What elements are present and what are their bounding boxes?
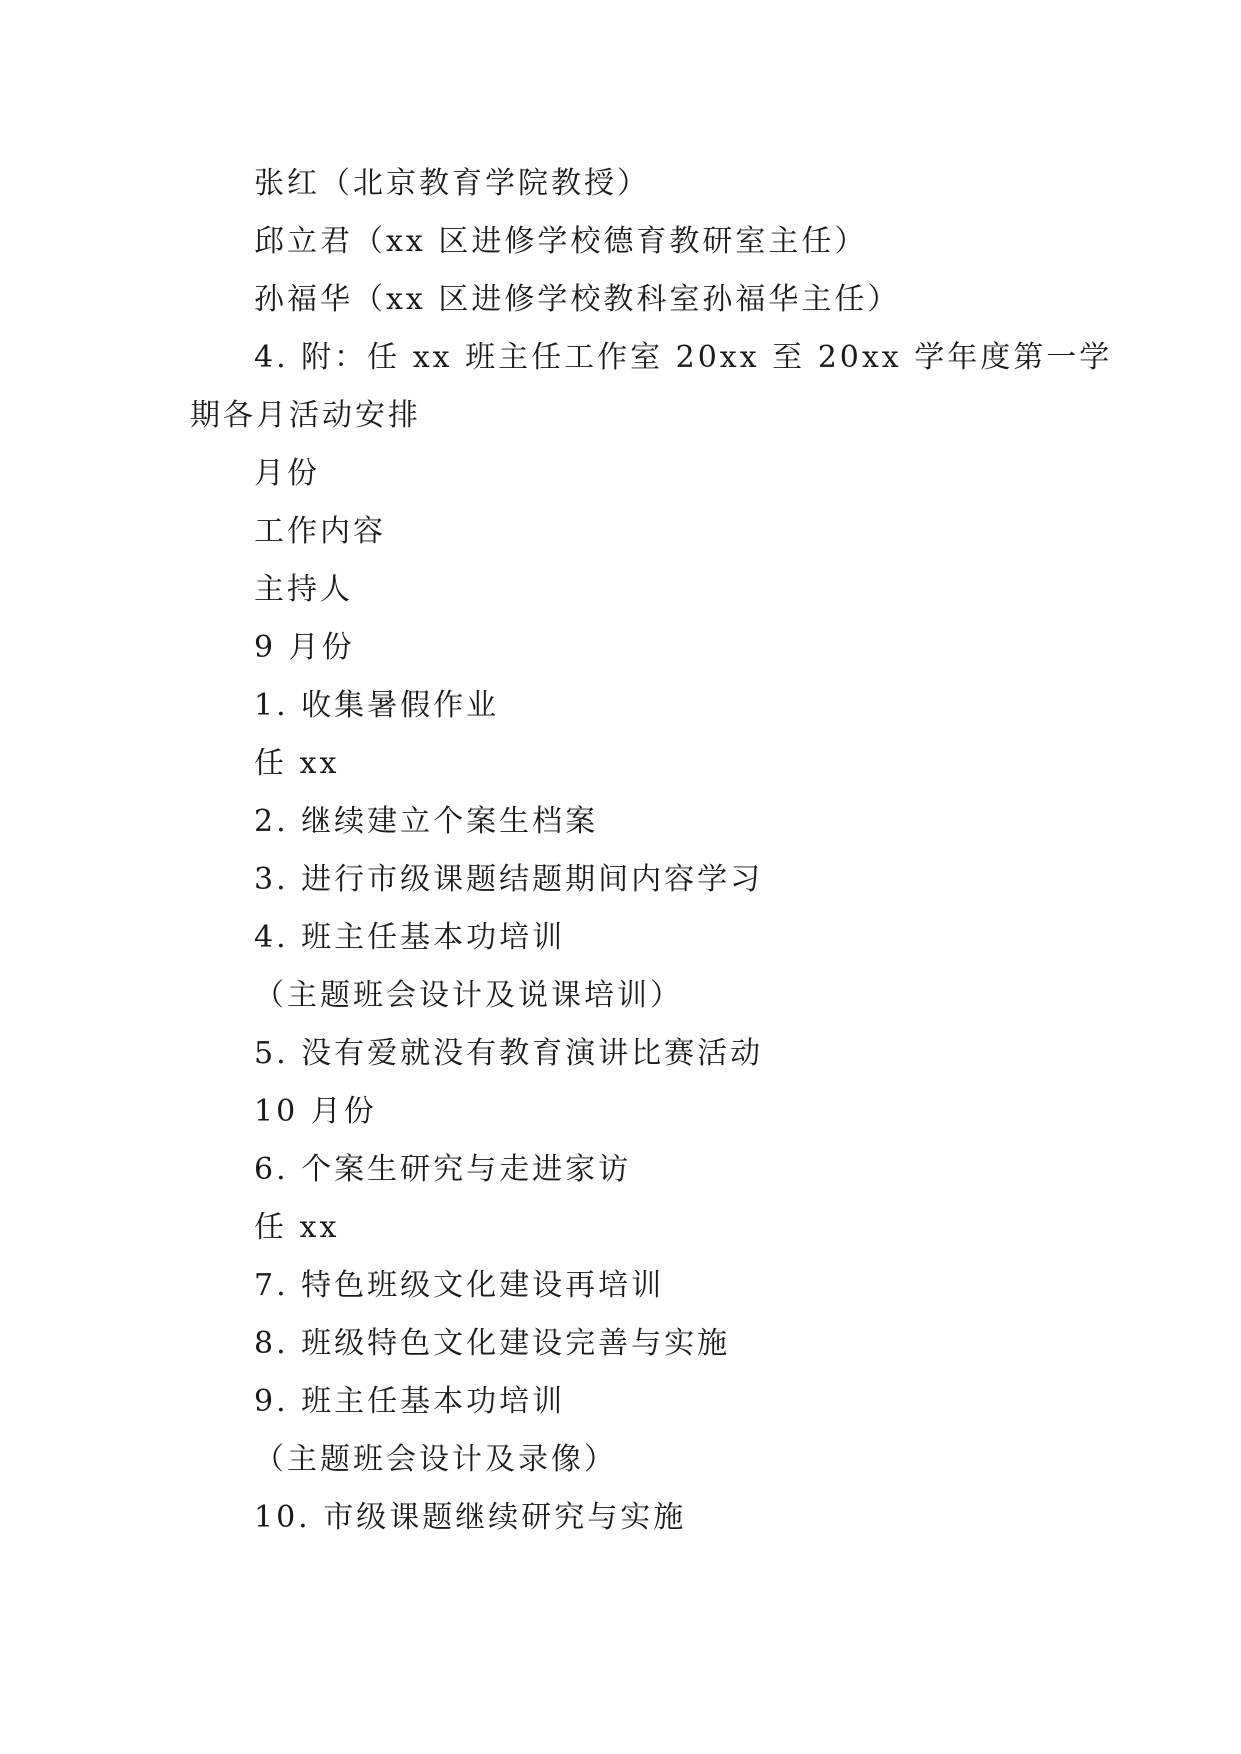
text-line: 7. 特色班级文化建设再培训	[254, 1268, 665, 1303]
text-line: 任 xx	[254, 1210, 340, 1245]
text-line: 9 月份	[254, 630, 355, 665]
text-line: 1. 收集暑假作业	[254, 688, 500, 723]
text-line: 邱立君（xx 区进修学校德育教研室主任）	[254, 224, 868, 259]
text-line: 5. 没有爱就没有教育演讲比赛活动	[254, 1036, 764, 1071]
text-line: 张红（北京教育学院教授）	[254, 166, 650, 201]
text-line: （主题班会设计及说课培训）	[254, 978, 683, 1013]
text-line: 期各月活动安排	[190, 398, 421, 433]
text-line: 月份	[254, 456, 320, 491]
text-line: 3. 进行市级课题结题期间内容学习	[254, 862, 764, 897]
text-line: 10 月份	[254, 1094, 377, 1129]
text-line: 孙福华（xx 区进修学校教科室孙福华主任）	[254, 282, 901, 317]
text-line: 主持人	[254, 572, 353, 607]
text-line: 8. 班级特色文化建设完善与实施	[254, 1326, 731, 1361]
text-line: 10. 市级课题继续研究与实施	[254, 1500, 687, 1535]
text-line: 工作内容	[254, 514, 386, 549]
text-line: 9. 班主任基本功培训	[254, 1384, 566, 1419]
text-line: 任 xx	[254, 746, 340, 781]
text-line: （主题班会设计及录像）	[254, 1442, 617, 1477]
text-line: 6. 个案生研究与走进家访	[254, 1152, 632, 1187]
text-line: 2. 继续建立个案生档案	[254, 804, 599, 839]
text-line: 4. 班主任基本功培训	[254, 920, 566, 955]
text-line: 4. 附：任 xx 班主任工作室 20xx 至 20xx 学年度第一学	[254, 340, 1113, 375]
